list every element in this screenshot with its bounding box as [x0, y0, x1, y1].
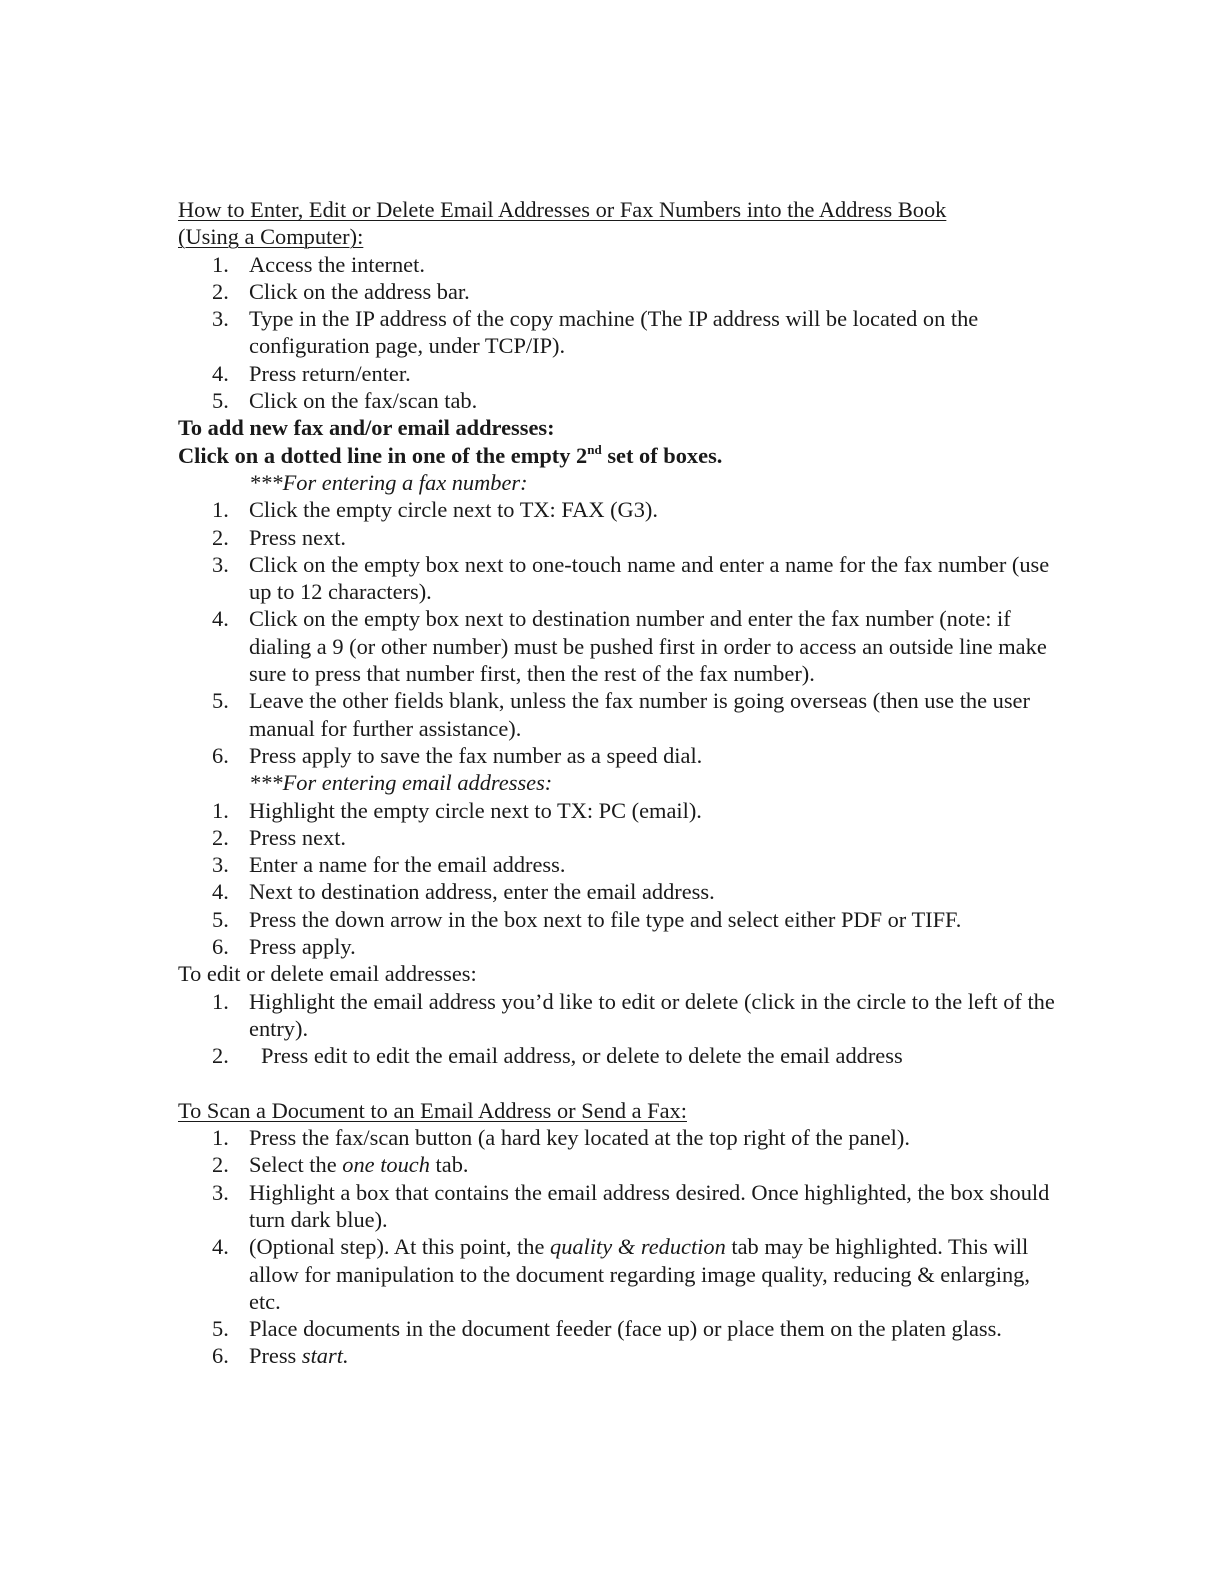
- edit-delete-steps: [178, 988, 1058, 1070]
- scan-steps: [178, 1124, 1058, 1370]
- list-item: 5. Press the down arrow in the box next to file type and select either PDF or TIFF.: [212, 906, 962, 932]
- document-page: [178, 196, 1058, 1370]
- address-book-title-line1: How to Enter, Edit or Delete Email Addresses or Fax Numbers into the Address Book: [178, 197, 947, 222]
- list-item: 3. Type in the IP address of the copy machine (The IP address will be located on the configuration page, under TCP/IP).: [212, 306, 979, 359]
- list-item: 1. Access the internet.: [212, 251, 425, 277]
- list-item: 2. Click on the address bar.: [212, 278, 470, 304]
- list-item: 3. Enter a name for the email address.: [212, 852, 566, 878]
- email-steps: [178, 797, 1058, 961]
- scan-section-title: To Scan a Document to an Email Address or Send a Fax:: [178, 1097, 687, 1123]
- list-item: 4. Press return/enter.: [212, 360, 411, 386]
- list-item: 5. Leave the other fields blank, unless the fax number is going overseas (then use the user manual for further assistance).: [212, 688, 1030, 741]
- add-addresses-heading: To add new fax and/or email addresses:: [178, 415, 555, 441]
- click-dotted-line-heading: Click on a dotted line in one of the empty 2nd set of boxes.: [178, 441, 723, 468]
- fax-note: ***For entering a fax number:: [249, 469, 528, 495]
- fax-steps: [178, 496, 1058, 769]
- list-item: 1. Highlight the email address you’d like to edit or delete (click in the circle to the left of the entry).: [212, 988, 1055, 1041]
- list-item: 1. Click the empty circle next to TX: FAX (G3).: [212, 497, 658, 523]
- list-item: 2. Press next.: [212, 824, 347, 850]
- list-item: 4. Next to destination address, enter the email address.: [212, 879, 715, 905]
- list-item: 2. Press edit to edit the email address, or delete to delete the email address: [212, 1043, 903, 1069]
- list-item: 5. Place documents in the document feeder (face up) or place them on the platen glass.: [212, 1316, 1002, 1342]
- edit-delete-heading: To edit or delete email addresses:: [178, 961, 477, 987]
- list-item: 5. Click on the fax/scan tab.: [212, 388, 478, 414]
- address-book-title-line2: (Using a Computer):: [178, 224, 364, 250]
- list-item: 2. Select the one touch tab.: [212, 1152, 469, 1178]
- list-item: 1. Highlight the empty circle next to TX: PC (email).: [212, 797, 702, 823]
- address-book-access-steps: [178, 251, 1058, 415]
- section-spacer: [178, 1070, 1058, 1097]
- list-item: 6. Press start.: [212, 1343, 349, 1369]
- list-item: 6. Press apply.: [212, 934, 356, 960]
- list-item: 4. Click on the empty box next to destination number and enter the fax number (note: if dialing a 9 (or other number) must be pushed first in order to access an outside line make sure to press that number first, then the rest of the fax number).: [212, 606, 1047, 687]
- email-note: ***For entering email addresses:: [249, 770, 553, 796]
- list-item: 6. Press apply to save the fax number as a speed dial.: [212, 742, 703, 768]
- list-item: 3. Highlight a box that contains the email address desired. Once highlighted, the box should turn dark blue).: [212, 1179, 1050, 1232]
- list-item: 3. Click on the empty box next to one-touch name and enter a name for the fax number (use up to 12 characters).: [212, 551, 1050, 605]
- list-item: 2. Press next.: [212, 524, 347, 550]
- list-item: 1. Press the fax/scan button (a hard key located at the top right of the panel).: [212, 1125, 910, 1151]
- list-item: 4. (Optional step). At this point, the quality & reduction tab may be highlighted. This will allow for manipulation to the document regarding image quality, reducing & enlarging, etc.: [212, 1234, 1030, 1314]
